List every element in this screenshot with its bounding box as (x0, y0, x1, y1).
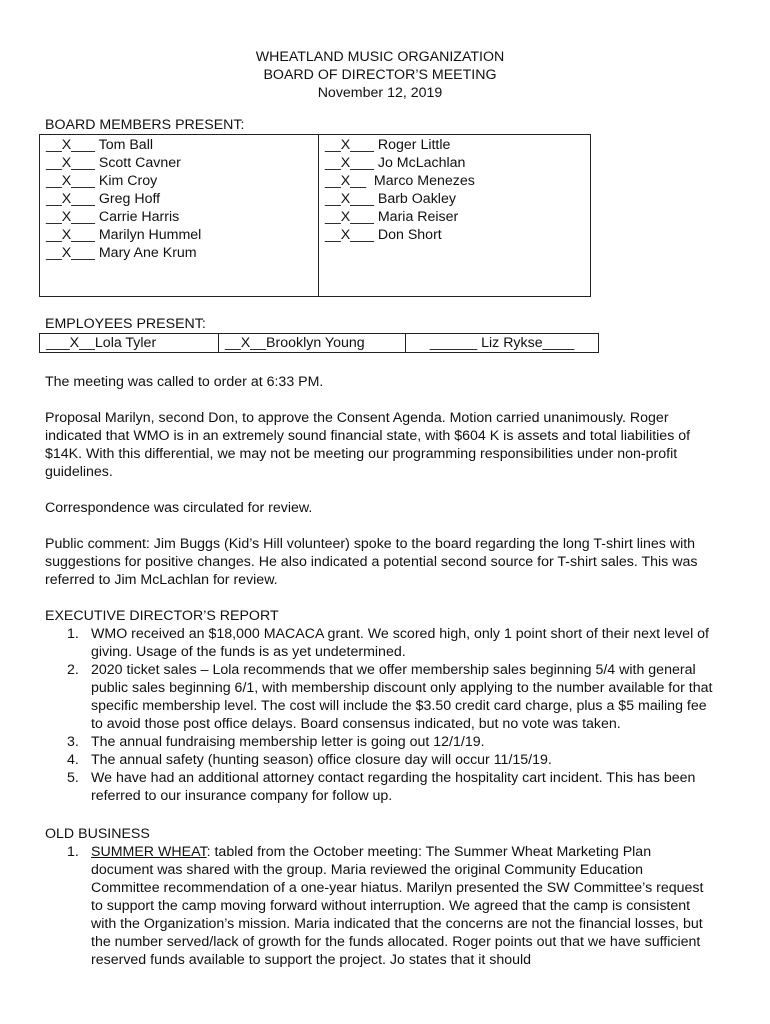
list-item-text: We have had an additional attorney contact regarding the hospitality cart incident. This has been referred to our insurance company for follow up. (91, 770, 696, 804)
meeting-title: BOARD OF DIRECTOR’S MEETING (263, 67, 497, 83)
list-item (45, 661, 715, 733)
call-to-order-paragraph: The meeting was called to order at 6:33 PM. (45, 374, 324, 390)
board-member: __X___ Mary Ane Krum (46, 245, 197, 261)
employee-cell: __X__Brooklyn Young (219, 334, 406, 353)
list-item (45, 751, 715, 769)
board-member: __X___ Barb Oakley (325, 191, 456, 207)
board-member: __X___ Don Short (325, 227, 442, 243)
old-business-list (45, 843, 715, 969)
board-member: __X___ Roger Little (325, 137, 451, 153)
public-comment-paragraph: Public comment: Jim Buggs (Kid’s Hill volunteer) spoke to the board regarding the long T-shirt lines with suggestions for positive changes. He also indicated a potential second source for T-shirt sales. This was referred to Jim McLachlan for review. (45, 536, 698, 588)
board-member: __X___ Marilyn Hummel (46, 227, 202, 243)
employee-cell: ______ Liz Rykse____ (406, 334, 599, 353)
list-number: 4. (67, 752, 79, 768)
board-member: __X___ Kim Croy (46, 173, 158, 189)
executive-report-heading: EXECUTIVE DIRECTOR’S REPORT (45, 608, 279, 624)
document-header (45, 48, 715, 102)
list-item-text: 2020 ticket sales – Lola recommends that we offer membership sales beginning 5/4 with general public sales beginning 6/1, with membership discount only applying to the number available for that specific membership level. The cost will include the $3.50 credit card charge, plus a $5 mailing fee to avoid those post office delays. Board consensus indicated, but no vote was taken. (91, 662, 713, 732)
employee-cell: ___X__Lola Tyler (40, 334, 219, 353)
list-item (45, 843, 715, 969)
consent-agenda-paragraph: Proposal Marilyn, second Don, to approve the Consent Agenda. Motion carried unanimously. Roger indicated that WMO is in an extremely sound financial state, with $604 K is assets and total liabilities of $14K. With this differential, we may not be meeting our programming responsibilities under non-profit guidelines. (45, 410, 691, 480)
meeting-date: November 12, 2019 (317, 85, 443, 101)
list-item-text: The annual safety (hunting season) office closure day will occur 11/15/19. (91, 752, 552, 768)
employees-table (39, 333, 599, 353)
board-members-left-column (40, 135, 319, 297)
list-number: 5. (67, 770, 79, 786)
board-member: __X___ Scott Cavner (46, 155, 181, 171)
list-number: 1. (67, 626, 79, 642)
list-number: 2. (67, 662, 79, 678)
list-number: 1. (67, 844, 79, 860)
list-item (45, 625, 715, 661)
board-member: __X___ Jo McLachlan (325, 155, 466, 171)
board-member: __X__ Marco Menezes (325, 173, 475, 189)
employees-label: EMPLOYEES PRESENT: (45, 316, 206, 332)
document-page (45, 48, 715, 969)
list-item (45, 769, 715, 805)
org-name: WHEATLAND MUSIC ORGANIZATION (255, 49, 505, 65)
board-members-right-column (319, 135, 591, 297)
old-business-heading: OLD BUSINESS (45, 826, 150, 842)
board-member: __X___ Greg Hoff (46, 191, 161, 207)
list-item-text: The annual fundraising membership letter is going out 12/1/19. (91, 734, 485, 750)
board-members-label: BOARD MEMBERS PRESENT: (45, 117, 245, 133)
list-item (45, 733, 715, 751)
board-member: __X___ Tom Ball (46, 137, 154, 153)
summer-wheat-title: SUMMER WHEAT (91, 844, 207, 860)
list-item-text: : tabled from the October meeting: The Summer Wheat Marketing Plan document was shared with the group. Maria reviewed the original Community Education Committee recommendation of a one-year hiatus. Marilyn presented the SW Committee’s request to support the camp moving forward without interruption. We agreed that the camp is consistent with the Organization’s mission. Maria indicated that the concerns are not the financial losses, but the number served/lack of growth for the funds allocated. Roger points out that we have sufficient reserved funds available to support the project. Jo states that it should (91, 844, 704, 968)
correspondence-paragraph: Correspondence was circulated for review. (45, 500, 313, 516)
board-member: __X___ Carrie Harris (46, 209, 180, 225)
list-item-text: WMO received an $18,000 MACACA grant. We scored high, only 1 point short of their next level of giving. Usage of the funds is as yet undetermined. (91, 626, 709, 660)
board-member: __X___ Maria Reiser (325, 209, 459, 225)
executive-report-list (45, 625, 715, 805)
board-members-table (39, 134, 591, 297)
list-number: 3. (67, 734, 79, 750)
